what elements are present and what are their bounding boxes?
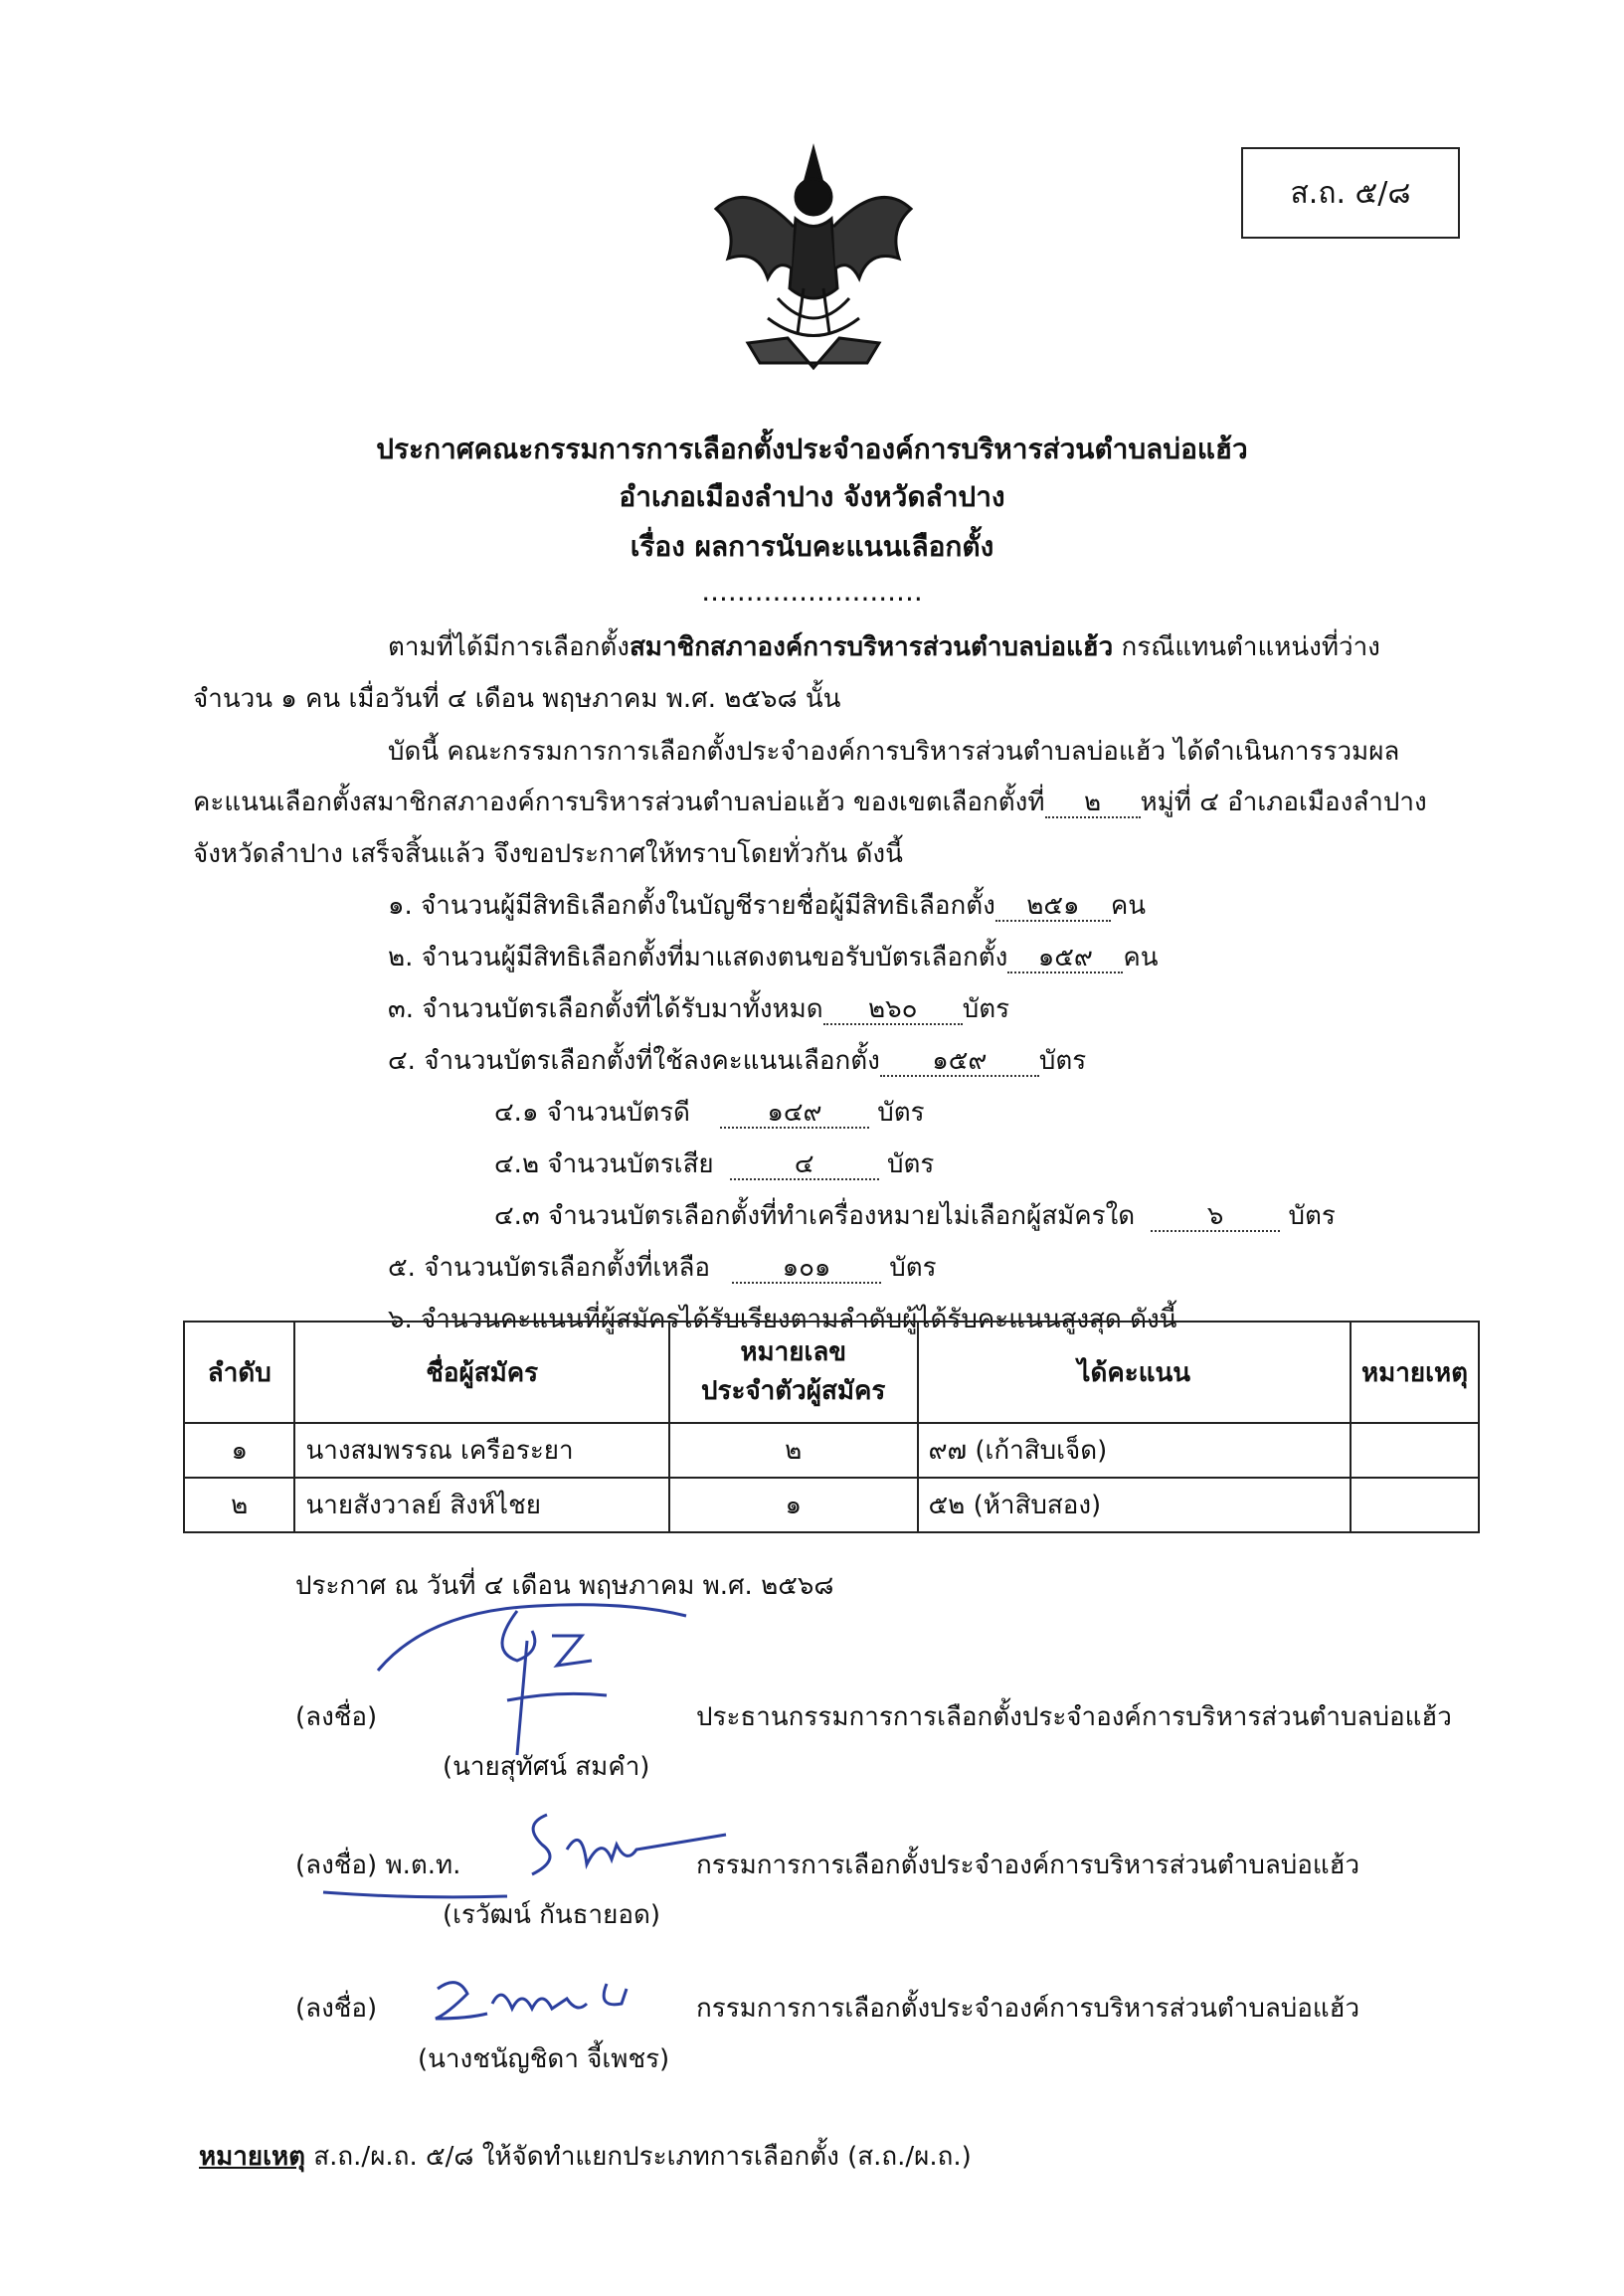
item-no-vote-ballots: ๔.๓ จำนวนบัตรเลือกตั้งที่ทำเครื่องหมายไม่เลือกผู้สมัครใด ๖ บัตร (494, 1201, 1336, 1231)
signer-role-2: กรรมการการเลือกตั้งประจำองค์การบริหารส่วนตำบลบ่อแฮ้ว (696, 1851, 1360, 1880)
item-good-ballots: ๔.๑ จำนวนบัตรดี ๑๔๙ บัตร (494, 1098, 925, 1128)
footnote-label: หมายเหตุ (199, 2142, 306, 2172)
intro-line-5: จังหวัดลำปาง เสร็จสิ้นแล้ว จึงขอประกาศให้ทราบโดยทั่วกัน ดังนี้ (193, 839, 903, 869)
signer-role-3: กรรมการการเลือกตั้งประจำองค์การบริหารส่วนตำบลบ่อแฮ้ว (696, 1994, 1360, 2024)
garuda-emblem (708, 139, 919, 378)
intro-council-name: สมาชิกสภาองค์การบริหารส่วนตำบลบ่อแฮ้ว (629, 632, 1114, 662)
cell-candidate-name: นายสังวาลย์ สิงห์ไชย (294, 1478, 668, 1532)
cell-order: ๒ (184, 1478, 294, 1532)
value-remaining-ballots: ๑๐๑ (732, 1255, 881, 1284)
col-order: ลำดับ (184, 1322, 294, 1423)
item-eligible-voters: ๑. จำนวนผู้มีสิทธิเลือกตั้งในบัญชีรายชื่อผู้มีสิทธิเลือกตั้ง ๒๕๑ คน (388, 891, 1147, 921)
table-header-row (184, 1322, 1479, 1423)
value-spoiled-ballots: ๔ (730, 1151, 879, 1180)
cell-candidate-number: ๑ (669, 1478, 918, 1532)
item-remaining-ballots: ๕. จำนวนบัตรเลือกตั้งที่เหลือ ๑๐๑ บัตร (388, 1253, 937, 1283)
announcement-date: ประกาศ ณ วันที่ ๔ เดือน พฤษภาคม พ.ศ. ๒๕๖๘ (295, 1571, 834, 1601)
signer-name-2: (เรวัฒน์ กันธายอด) (443, 1900, 660, 1930)
cell-remark (1351, 1478, 1479, 1532)
cell-candidate-number: ๒ (669, 1423, 918, 1478)
item-ballots-received: ๓. จำนวนบัตรเลือกตั้งที่ได้รับมาทั้งหมด ๒๖๐ บัตร (388, 994, 1010, 1024)
footnote (199, 2136, 972, 2177)
value-good-ballots: ๑๔๙ (720, 1100, 869, 1129)
col-candidate-name: ชื่อผู้สมัคร (294, 1322, 668, 1423)
announcement-title: ประกาศคณะกรรมการการเลือกตั้งประจำองค์การบริหารส่วนตำบลบ่อแฮ้ว (376, 433, 1248, 465)
signature-chairman (368, 1591, 696, 1760)
results-table (183, 1321, 1480, 1533)
district-number: ๒ (1045, 790, 1141, 818)
signature-committee-2 (428, 1964, 646, 2033)
table-row (184, 1478, 1479, 1532)
value-eligible-voters: ๒๕๑ (995, 893, 1111, 922)
item-voters-present: ๒. จำนวนผู้มีสิทธิเลือกตั้งที่มาแสดงตนขอรับบัตรเลือกตั้ง ๑๕๙ คน (388, 943, 1159, 972)
announcement-district: อำเภอเมืองลำปาง จังหวัดลำปาง (619, 480, 1005, 513)
title-separator: ......................... (701, 575, 923, 608)
item-spoiled-ballots: ๔.๒ จำนวนบัตรเสีย ๔ บัตร (494, 1149, 935, 1179)
form-code: ส.ถ. ๕/๘ (1290, 175, 1411, 211)
item-ballots-used: ๔. จำนวนบัตรเลือกตั้งที่ใช้ลงคะแนนเลือกตั้ง ๑๕๙ บัตร (388, 1046, 1087, 1076)
intro-line-4: คะแนนเลือกตั้งสมาชิกสภาองค์การบริหารส่วนตำบลบ่อแฮ้ว ของเขตเลือกตั้งที่ ๒ หมู่ที่ ๔ อำเภอเมืองลำปาง (193, 788, 1427, 817)
cell-order: ๑ (184, 1423, 294, 1478)
col-remark: หมายเหตุ (1351, 1322, 1479, 1423)
col-candidate-number: หมายเลข ประจำตัวผู้สมัคร (669, 1322, 918, 1423)
sign-label-2: (ลงชื่อ) พ.ต.ท. (295, 1851, 461, 1880)
table-row (184, 1423, 1479, 1478)
col-score: ได้คะแนน (918, 1322, 1351, 1423)
value-ballots-used: ๑๕๙ (880, 1048, 1039, 1077)
cell-score: ๙๗ (เก้าสิบเจ็ด) (918, 1423, 1351, 1478)
signer-name-3: (นางชนัญชิดา จี้เพชร) (418, 2044, 670, 2074)
signer-name-1: (นายสุทัศน์ สมคำ) (443, 1752, 650, 1782)
cell-score: ๕๒ (ห้าสิบสอง) (918, 1478, 1351, 1532)
sign-label-3: (ลงชื่อ) (295, 1994, 378, 2024)
footnote-text: ส.ถ./ผ.ถ. ๕/๘ ให้จัดทำแยกประเภทการเลือกตั้ง (ส.ถ./ผ.ถ.) (305, 2142, 972, 2172)
form-code-box (1241, 147, 1460, 239)
cell-remark (1351, 1423, 1479, 1478)
sign-label-1: (ลงชื่อ) (295, 1702, 378, 1732)
item-candidate-scores: ๖. จำนวนคะแนนที่ผู้สมัครได้รับเรียงตามลำดับผู้ได้รับคะแนนสูงสุด ดังนี้ (388, 1305, 1177, 1334)
cell-candidate-name: นางสมพรรณ เครือระยา (294, 1423, 668, 1478)
intro-line-2: จำนวน ๑ คน เมื่อวันที่ ๔ เดือน พฤษภาคม พ.ศ. ๒๕๖๘ นั้น (193, 684, 841, 714)
value-no-vote-ballots: ๖ (1151, 1203, 1280, 1232)
signer-role-1: ประธานกรรมการการเลือกตั้งประจำองค์การบริหารส่วนตำบลบ่อแฮ้ว (696, 1702, 1452, 1732)
value-voters-present: ๑๕๙ (1007, 945, 1123, 973)
announcement-subject: เรื่อง ผลการนับคะแนนเลือกตั้ง (630, 530, 994, 563)
intro-line-3: บัดนี้ คณะกรรมการการเลือกตั้งประจำองค์การบริหารส่วนตำบลบ่อแฮ้ว ได้ดำเนินการรวมผล (388, 737, 1400, 767)
value-ballots-received: ๒๖๐ (823, 996, 963, 1025)
intro-line-1: ตามที่ได้มีการเลือกตั้งสมาชิกสภาองค์การบริหารส่วนตำบลบ่อแฮ้ว กรณีแทนตำแหน่งที่ว่าง (388, 632, 1380, 662)
